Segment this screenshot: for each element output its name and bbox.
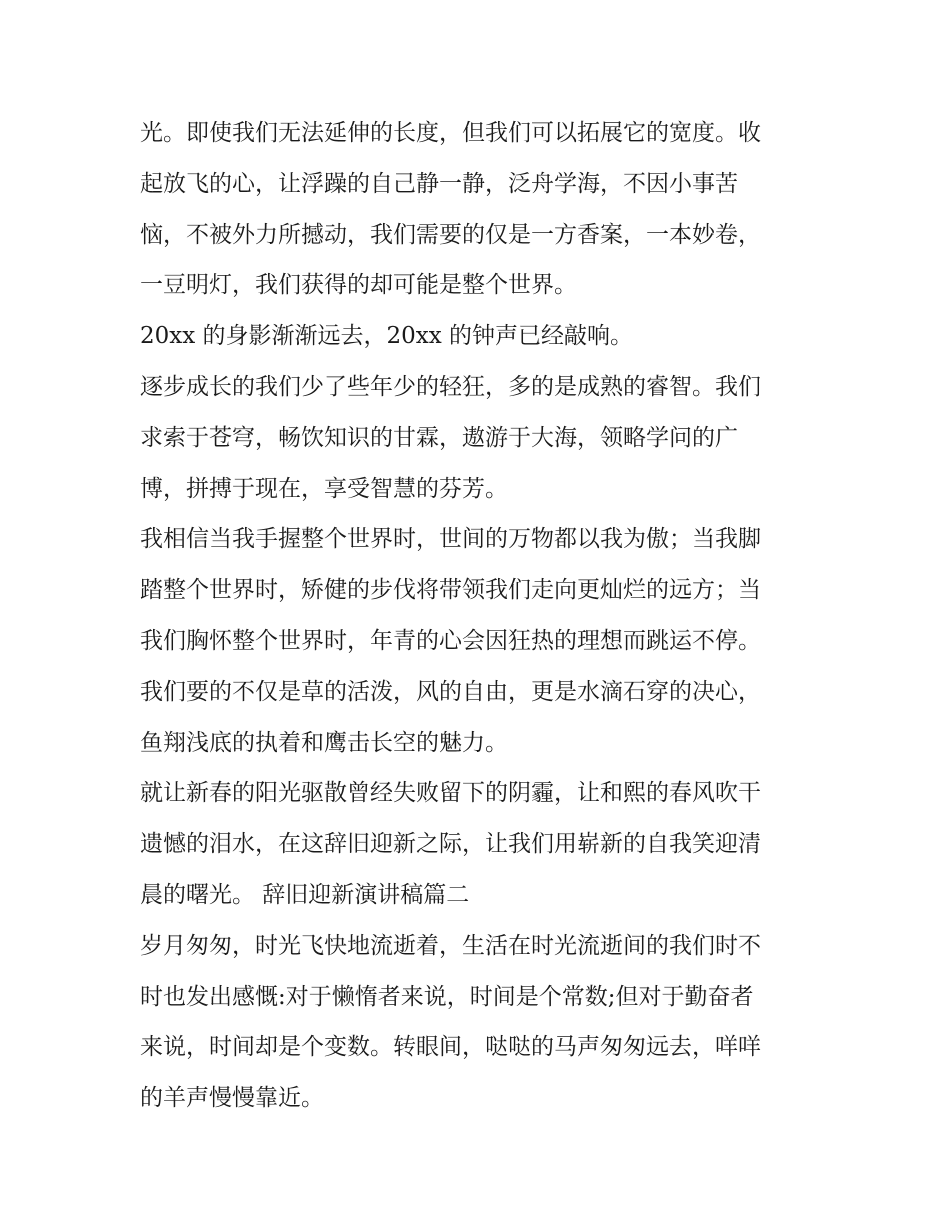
text-line: 就让新春的阳光驱散曾经失败留下的阴霾，让和熙的春风吹干 — [140, 780, 761, 807]
text-line: 岁月匆匆，时光飞快地流逝着，生活在时光流逝间的我们时不 — [140, 932, 761, 959]
text-line: 我们胸怀整个世界时，年青的心会因狂热的理想而跳运不停。 — [140, 627, 761, 654]
text-line: 光。即使我们无法延伸的长度，但我们可以拓展它的宽度。收 — [140, 120, 761, 146]
text-line: 我相信当我手握整个世界时，世间的万物都以我为傲；当我脚 — [140, 526, 761, 553]
text-line: 起放飞的心，让浮躁的自己静一静，泛舟学海，不因小事苦 — [140, 170, 738, 197]
text-line: 的羊声慢慢靠近。 — [140, 1085, 324, 1112]
text-line: 鱼翔浅底的执着和鹰击长空的魅力。 — [140, 729, 508, 756]
text-line: 我们要的不仅是草的活泼，风的自由，更是水滴石穿的决心， — [140, 678, 761, 705]
text-line: 恼，不被外力所撼动，我们需要的仅是一方香案，一本妙卷， — [140, 221, 761, 248]
text-line: 来说，时间却是个变数。转眼间，哒哒的马声匆匆远去，咩咩 — [140, 1034, 761, 1061]
text-line: 逐步成长的我们少了些年少的轻狂，多的是成熟的睿智。我们 — [140, 373, 761, 400]
text-line: 20xx 的身影渐渐远去，20xx 的钟声已经敲响。 — [140, 323, 634, 350]
text-line: 遗憾的泪水，在这辞旧迎新之际，让我们用崭新的自我笑迎清 — [140, 831, 761, 858]
document-body — [140, 108, 820, 1124]
text-line: 求索于苍穹，畅饮知识的甘霖，遨游于大海，领略学问的广 — [140, 424, 738, 451]
text-line: 晨的曙光。 辞旧迎新演讲稿篇二 — [140, 881, 470, 908]
text-line: 踏整个世界时，矫健的步伐将带领我们走向更灿烂的远方；当 — [140, 577, 761, 604]
text-line: 一豆明灯，我们获得的却可能是整个世界。 — [140, 272, 577, 299]
text-line: 博，拼搏于现在，享受智慧的芬芳。 — [140, 475, 508, 502]
text-line: 时也发出感慨:对于懒惰者来说，时间是个常数;但对于勤奋者 — [140, 983, 754, 1010]
